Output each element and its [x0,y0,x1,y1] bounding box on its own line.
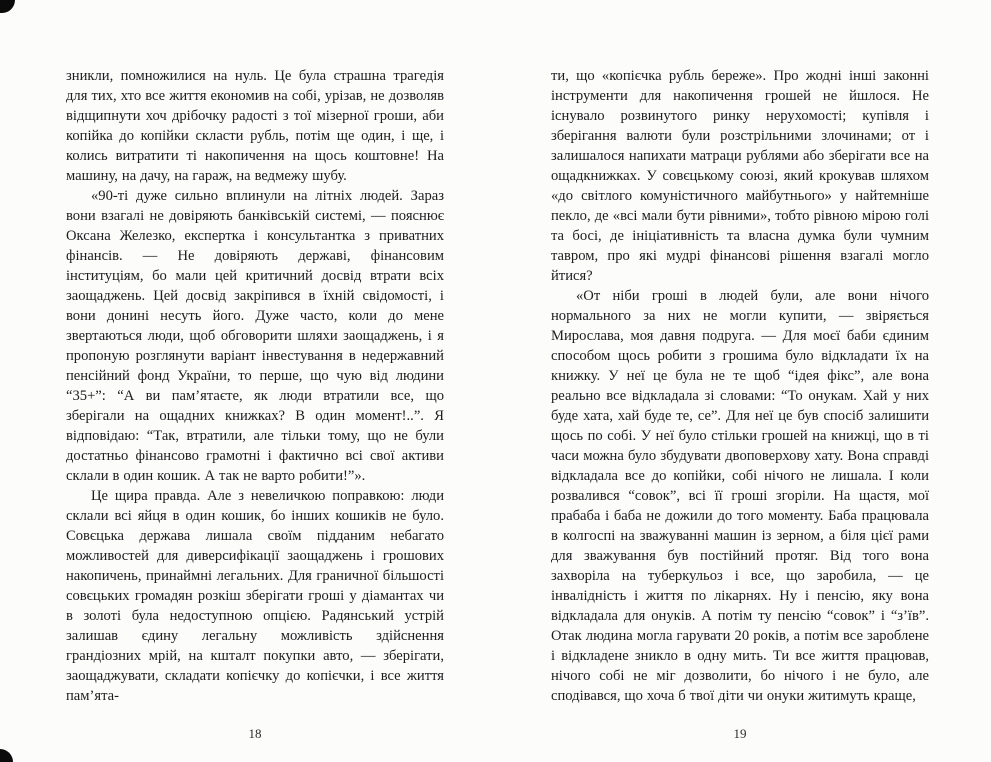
body-paragraph: «От ніби гроші в людей були, але вони нічого нормального за них не могли купити, — звіряється Мирослава, моя давня подруга. — Для моєї баби єдиним способом щось робити з грошима було відкладати їх на книжку. У неї це була не те щоб “ідея фікс”, але вона реально все відкладала зі словами: “То онукам. Хай у них буде хата, хай буде те, се”. Для неї це був спосіб залишити щось по собі. У неї було стільки грошей на книжці, що в ті часи можна було збудувати двоповерхову хату. Вона справді відкладала все до копійки, собі нічого не лишала. І коли розвалився “совок”, всі її гроші згоріли. На щастя, мої прабаба і баба не дожили до того моменту. Баба працювала в колгоспі на зважуванні машин із зерном, а біля цієї рами для зважування був постійний протяг. Від того вона захворіла на туберкульоз і все, що заробила, — це інвалідність і життя по лікарнях. Ну і пенсію, яку вона відкладала для онуків. А потім ту пенсію “совок” і “з’їв”. Отак людина могла гарувати 20 років, а потім все зароблене і відкладене зникло в одну мить. Ти все життя працював, нічого собі не міг дозволити, бо нічого і не було, але сподівався, що хоча б твої діти чи онуки житимуть краще, [551,288,929,704]
body-paragraph: зникли, помножилися на нуль. Це була страшна трагедія для тих, хто все життя економив на собі, урізав, не дозволяв відщипнути хоч дрібочку радості з тої мізерної гроши, аби копійка до копійки скласти рубль, потім ще один, і ще, і колись витратити ті накопичення на щось коштовне! На машину, на дачу, на гараж, на ведмежу шубу. [66,68,444,184]
body-paragraph: ти, що «копієчка рубль береже». Про жодні інші законні інструменти для накопичення грошей не йшлося. Не існувало розвинутого ринку нерухомості; купівля і зберігання валюти були розстрільними злочинами; от і залишалося напихати матраци рублями або зберігати все на ощадкнижках. У совєцькому союзі, який крокував шляхом «до світлого комуністичного майбутнього» у найтемніше пекло, де «всі мали бути рівними», тобто рівною мірою голі та босі, де ініціативність та власна думка були чумним тавром, про які мудрі фінансові рішення взагалі могло йтися? [551,68,929,284]
page-right-text [551,66,929,706]
body-paragraph: Це щира правда. Але з невеличкою поправкою: люди склали всі яйця в один кошик, бо інших кошиків не було. Совєцька держава лишала своїм підданим небагато можливостей для диверсифікації заощаджень і грошових накопичень, принаймні легальних. Для граничної більшості совєцьких громадян розкіш зберігати гроші у діамантах чи в золоті була недоступною опцією. Радянський устрій залишав єдину легальну можливість здійснення грандіозних мрій, на кшталт покупки авто, — зберігати, заощаджувати, складати копієчку до копієчки, і все життя пам’ята- [66,488,444,704]
page-left-text [66,66,444,706]
body-paragraph: «90-ті дуже сильно вплинули на літніх людей. Зараз вони взагалі не довіряють банківській системі, — пояснює Оксана Железко, експертка і консультантка з приватних фінансів. — Не довіряють державі, фінансовим інституціям, бо мали цей критичний досвід втрати всіх заощаджень. Цей досвід закріпився в їхній свідомості, і вони донині несуть його. Дуже часто, коли до мене звертаються люди, щоб обговорити шляхи заощаджень, і я пропоную розглянути варіант інвестування в недержавний пенсійний фонд України, то перше, що чую від людини “35+”: “А ви пам’ятаєте, як люди втратили все, що зберігали на ощадних книжках? В один момент!..”. Я відповідаю: “Так, втратили, але тільки тому, що не були достатньо фінансово грамотні і фактично всі свої активи склали в один кошик. А так не варто робити!”». [66,188,444,484]
page-number-right: 19 [733,726,747,741]
scan-mark-top-left [0,0,15,13]
scan-mark-bottom-left [0,749,13,762]
page-number-left: 18 [248,726,262,741]
